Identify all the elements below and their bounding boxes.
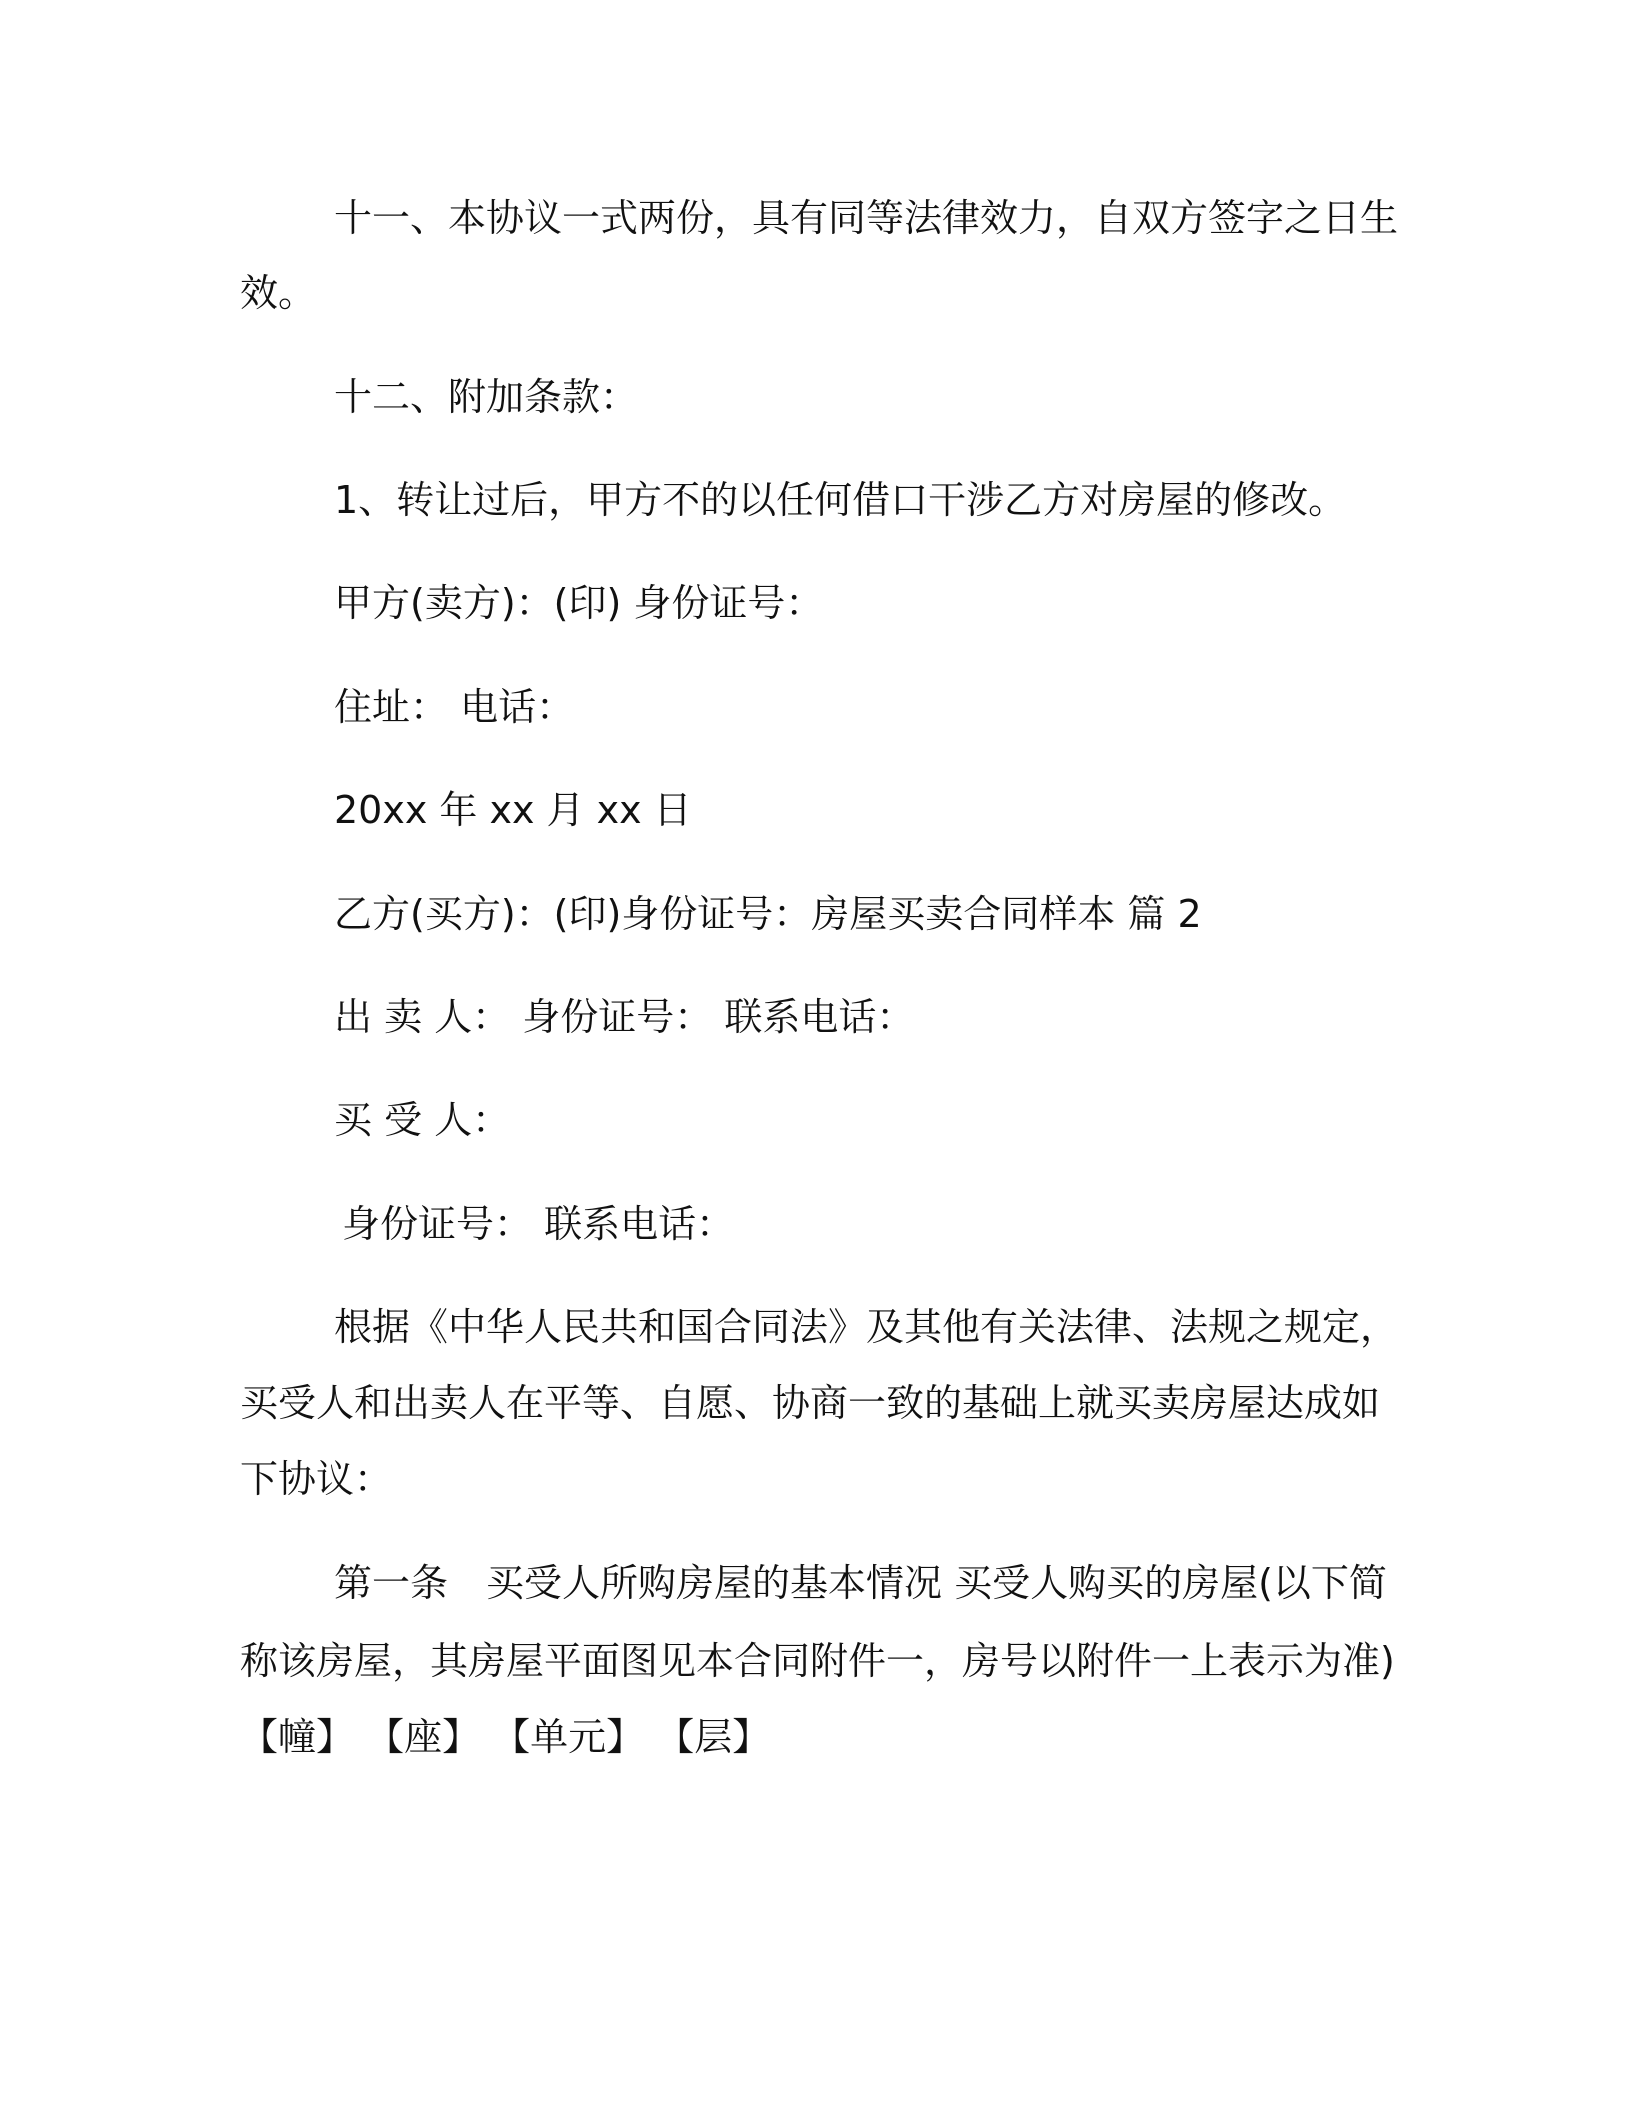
address-phone-line: 住址： 电话： (334, 685, 575, 729)
clause-11-line-1: 十一、本协议一式两份，具有同等法律效力，自双方签字之日生 (334, 196, 1399, 240)
date-line: 20xx 年 xx 月 xx 日 (334, 788, 692, 832)
clause-11-line-2: 效。 (240, 271, 317, 315)
clause-12-item-1: 1、转让过后，甲方不的以任何借口干涉乙方对房屋的修改。 (334, 478, 1347, 522)
clause-12-title: 十二、附加条款： (334, 375, 639, 419)
seller-line: 出 卖 人： 身份证号： 联系电话： (334, 995, 915, 1039)
article-1-line-3: 【幢】 【座】 【单元】 【层】 (240, 1715, 771, 1759)
article-1-line-2: 称该房屋，其房屋平面图见本合同附件一，房号以附件一上表示为准) (240, 1639, 1395, 1683)
preamble-line-3: 下协议： (240, 1457, 393, 1501)
preamble-line-2: 买受人和出卖人在平等、自愿、协商一致的基础上就买卖房屋达成如 (240, 1381, 1381, 1425)
article-1-line-1: 第一条 买受人所购房屋的基本情况 买受人购买的房屋(以下简 (334, 1561, 1387, 1605)
preamble-line-1: 根据《中华人民共和国合同法》及其他有关法律、法规之规定， (334, 1305, 1399, 1349)
party-b-signature-line: 乙方(买方)：(印)身份证号：房屋买卖合同样本 篇 2 (334, 892, 1202, 936)
buyer-id-line: 身份证号： 联系电话： (342, 1202, 735, 1246)
buyer-line: 买 受 人： (334, 1098, 511, 1142)
party-a-signature-line: 甲方(卖方)：(印) 身份证号： (334, 581, 824, 625)
